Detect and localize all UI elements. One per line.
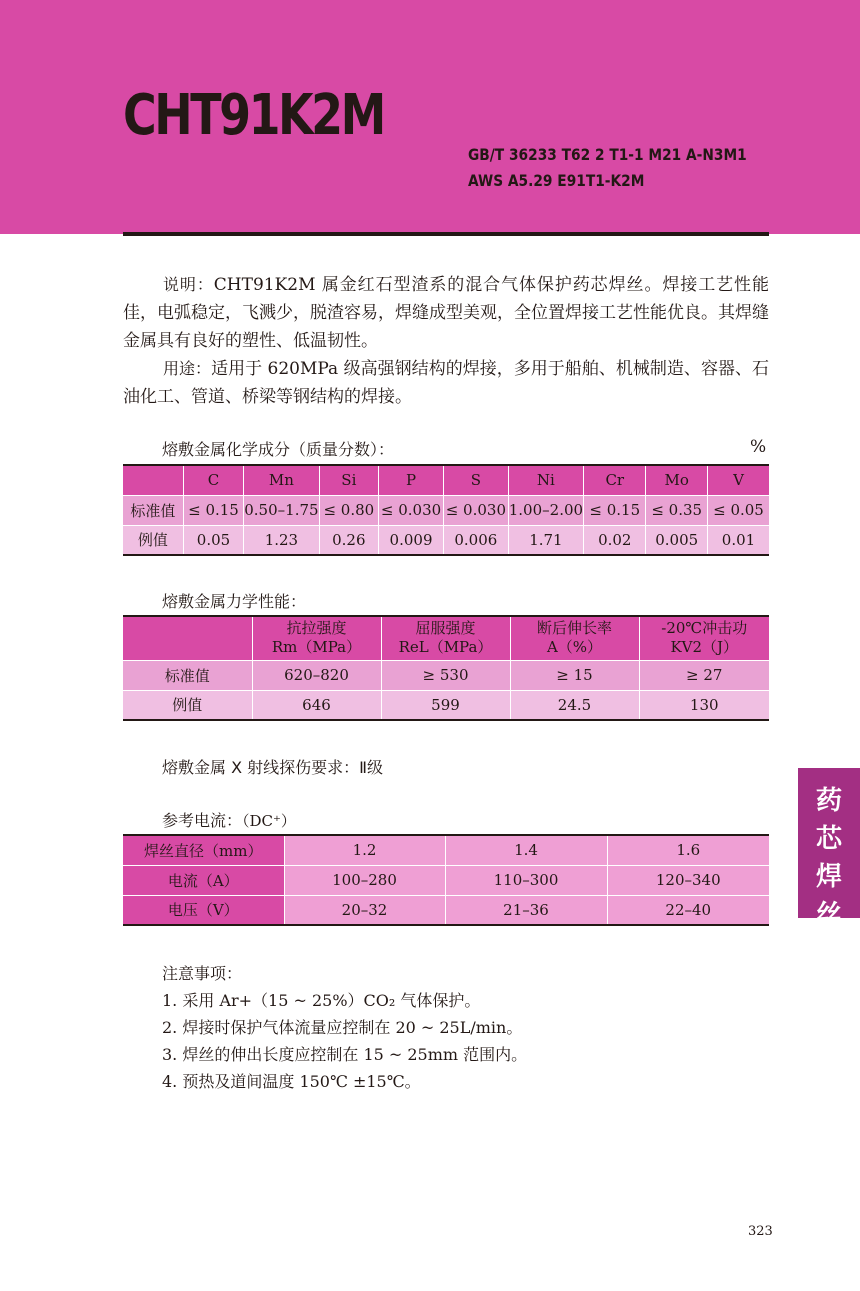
- tab-char: 药: [815, 786, 842, 816]
- chemical-composition-title: 熔敷金属化学成分（质量分数）：: [162, 440, 395, 459]
- table-cell: 21–36: [445, 895, 607, 925]
- header-line: 屈服强度: [415, 619, 476, 638]
- table-cell: 0.009: [379, 525, 444, 555]
- table-header-row: [123, 465, 769, 495]
- header-cell: [252, 616, 381, 660]
- reference-current-title: [162, 808, 296, 831]
- table-cell: 130: [639, 690, 769, 720]
- table-cell: 1.23: [244, 525, 319, 555]
- header-line: KV2（J）: [670, 638, 739, 657]
- table-cell: 例值: [123, 525, 183, 555]
- table-cell: 120–340: [607, 865, 769, 895]
- note-item: 3. 焊丝的伸出长度应控制在 15 ~ 25mm 范围内。: [162, 1045, 528, 1064]
- header-cell: C: [183, 465, 244, 495]
- percent-unit: %: [750, 437, 767, 457]
- usage-label: 用途：: [163, 359, 212, 378]
- current-type-note: （DC⁺）: [242, 812, 296, 830]
- header-line: ReL（MPa）: [398, 638, 493, 657]
- table-cell: ≤ 0.030: [379, 495, 444, 525]
- header-cell: P: [379, 465, 444, 495]
- table-row: [123, 835, 769, 865]
- table-cell: 0.01: [707, 525, 769, 555]
- header-cell: Mn: [244, 465, 319, 495]
- header-cell: Mo: [646, 465, 707, 495]
- table-cell: ≥ 15: [510, 660, 639, 690]
- xray-requirement: 熔敷金属 X 射线探伤要求：Ⅱ级: [162, 758, 384, 777]
- table-cell: ≤ 0.05: [707, 495, 769, 525]
- header-divider: [123, 232, 769, 236]
- header-cell: Ni: [508, 465, 583, 495]
- header-cell: V: [707, 465, 769, 495]
- table-cell: ≤ 0.15: [183, 495, 244, 525]
- chemical-composition-table: [123, 464, 769, 556]
- table-cell: 1.00–2.00: [508, 495, 583, 525]
- tab-char: 焊: [815, 862, 842, 892]
- row-label: 电压（V）: [123, 895, 284, 925]
- reference-current-label: 参考电流：: [162, 811, 243, 830]
- header-cell: Si: [319, 465, 379, 495]
- table-cell: 1.4: [445, 835, 607, 865]
- table-cell: 100–280: [284, 865, 445, 895]
- table-cell: 646: [252, 690, 381, 720]
- table-cell: 24.5: [510, 690, 639, 720]
- header-cell: S: [443, 465, 508, 495]
- table-cell: 599: [381, 690, 510, 720]
- table-cell: 0.26: [319, 525, 379, 555]
- table-cell: 0.05: [183, 525, 244, 555]
- header-line: Rm（MPa）: [271, 638, 362, 657]
- description-label: 说明：: [163, 275, 214, 294]
- product-model-title: CHT91K2M: [123, 83, 384, 148]
- description-paragraph: [123, 271, 769, 355]
- header-line: A（%）: [546, 638, 603, 657]
- table-cell: ≤ 0.030: [443, 495, 508, 525]
- header-line: 断后伸长率: [536, 619, 612, 638]
- table-cell: 1.6: [607, 835, 769, 865]
- table-row: [123, 895, 769, 925]
- table-cell: 标准值: [123, 495, 183, 525]
- aws-standard-code: AWS A5.29 E91T1-K2M: [468, 171, 645, 190]
- header-line: -20℃冲击功: [661, 619, 748, 638]
- table-row: [123, 865, 769, 895]
- header-cell: Cr: [584, 465, 646, 495]
- header-cell: [510, 616, 639, 660]
- header-cell: [639, 616, 769, 660]
- note-item: 1. 采用 Ar+（15 ~ 25%）CO₂ 气体保护。: [162, 991, 481, 1010]
- note-item: 4. 预热及道间温度 150℃ ±15℃。: [162, 1072, 421, 1091]
- notes-title: 注意事项：: [162, 964, 243, 983]
- row-label: 电流（A）: [123, 865, 284, 895]
- table-cell: 1.2: [284, 835, 445, 865]
- header-cell: [123, 465, 183, 495]
- row-label: 焊丝直径（mm）: [123, 835, 284, 865]
- tab-char: 丝: [815, 900, 842, 930]
- description-text: CHT91K2M 属金红石型渣系的混合气体保护药芯焊丝。焊接工艺性能佳，电弧稳定，飞溅少，脱渣容易，焊缝成型美观，全位置焊接工艺性能优良。其焊缝金属具有良好的塑性、低温韧性。: [123, 275, 769, 351]
- table-cell: 22–40: [607, 895, 769, 925]
- table-cell: 例值: [123, 690, 252, 720]
- table-row: [123, 660, 769, 690]
- table-cell: 0.02: [584, 525, 646, 555]
- usage-paragraph: [123, 355, 769, 411]
- table-row: [123, 690, 769, 720]
- table-cell: ≥ 27: [639, 660, 769, 690]
- table-cell: 标准值: [123, 660, 252, 690]
- note-item: 2. 焊接时保护气体流量应控制在 20 ~ 25L/min。: [162, 1018, 523, 1037]
- table-cell: ≤ 0.35: [646, 495, 707, 525]
- table-cell: 620–820: [252, 660, 381, 690]
- side-category-tab: [798, 768, 860, 930]
- header-cell: [123, 616, 252, 660]
- table-cell: 0.50–1.75: [244, 495, 319, 525]
- table-cell: 0.005: [646, 525, 707, 555]
- table-cell: 110–300: [445, 865, 607, 895]
- usage-text: 适用于 620MPa 级高强钢结构的焊接，多用于船舶、机械制造、容器、石油化工、管道、桥梁等钢结构的焊接。: [123, 359, 769, 407]
- reference-current-table: [123, 834, 769, 926]
- gb-standard-code: GB/T 36233 T62 2 T1-1 M21 A-N3M1: [468, 145, 747, 164]
- table-header-row: [123, 616, 769, 660]
- table-cell: ≤ 0.15: [584, 495, 646, 525]
- mechanical-properties-title: 熔敷金属力学性能：: [162, 592, 307, 611]
- table-cell: ≥ 530: [381, 660, 510, 690]
- header-cell: [381, 616, 510, 660]
- page-number: 323: [748, 1224, 773, 1239]
- table-row: [123, 525, 769, 555]
- table-cell: 1.71: [508, 525, 583, 555]
- table-cell: ≤ 0.80: [319, 495, 379, 525]
- tab-char: 芯: [815, 824, 842, 854]
- header-line: 抗拉强度: [286, 619, 347, 638]
- mechanical-properties-table: [123, 615, 769, 721]
- table-cell: 0.006: [443, 525, 508, 555]
- table-row: [123, 495, 769, 525]
- table-cell: 20–32: [284, 895, 445, 925]
